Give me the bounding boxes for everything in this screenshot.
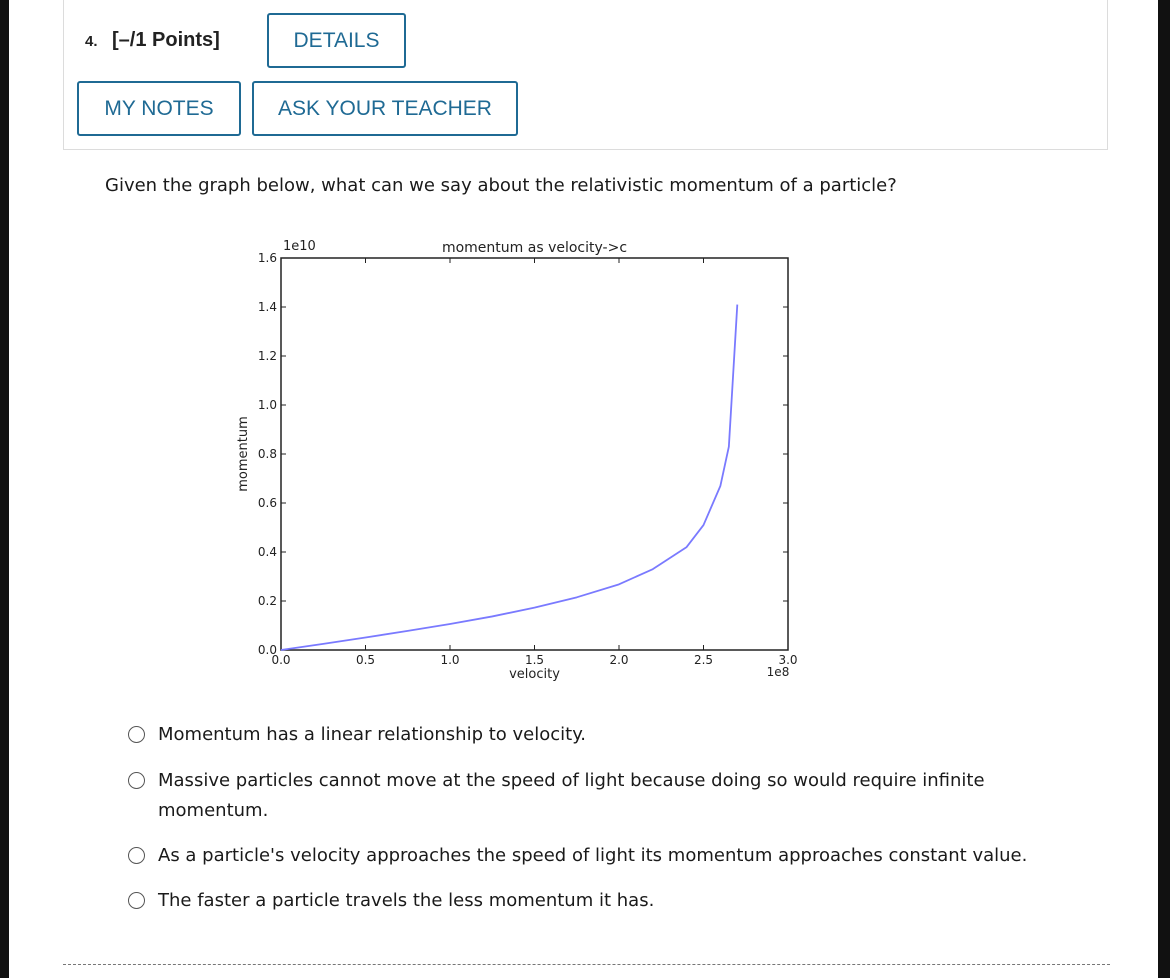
x-tick-label: 0.5 bbox=[355, 653, 376, 667]
x-offset-label: 1e8 bbox=[766, 665, 790, 679]
x-axis-label: velocity bbox=[509, 667, 560, 682]
section-divider bbox=[63, 964, 1110, 965]
my-notes-button[interactable]: MY NOTES bbox=[77, 81, 241, 136]
choice-text: As a particle's velocity approaches the speed of light its momentum approaches constant value. bbox=[158, 845, 1028, 866]
choice-item[interactable] bbox=[128, 720, 1088, 750]
momentum-chart bbox=[225, 230, 815, 690]
choice-item[interactable] bbox=[128, 886, 1088, 916]
y-offset-label: 1e10 bbox=[283, 239, 316, 254]
question-prompt: Given the graph below, what can we say about the relativistic momentum of a particle? bbox=[105, 175, 897, 196]
y-tick-label: 0.4 bbox=[257, 545, 277, 559]
choice-item[interactable] bbox=[128, 766, 1088, 828]
window-edge-right bbox=[1158, 0, 1170, 978]
x-tick-label: 0.0 bbox=[271, 653, 291, 667]
series-line bbox=[281, 305, 737, 650]
y-tick-label: 0.0 bbox=[257, 643, 277, 657]
y-tick-label: 1.4 bbox=[257, 300, 277, 314]
radio-button[interactable] bbox=[128, 726, 145, 743]
x-tick-label: 3.0 bbox=[778, 653, 798, 667]
y-tick-label: 0.2 bbox=[257, 594, 277, 608]
choice-text: Massive particles cannot move at the speed of light because doing so would require infinite momentum. bbox=[158, 770, 985, 821]
y-tick-label: 0.6 bbox=[257, 496, 277, 510]
choice-text: The faster a particle travels the less momentum it has. bbox=[158, 890, 655, 911]
y-tick-label: 1.6 bbox=[257, 251, 277, 265]
x-tick-label: 2.5 bbox=[693, 653, 714, 667]
radio-button[interactable] bbox=[128, 892, 145, 909]
x-tick-label: 1.5 bbox=[524, 653, 545, 667]
y-tick-label: 1.2 bbox=[257, 349, 277, 363]
question-number: 4. bbox=[85, 33, 98, 50]
choice-item[interactable] bbox=[128, 841, 1088, 871]
ask-your-teacher-button[interactable]: ASK YOUR TEACHER bbox=[252, 81, 518, 136]
chart-title: momentum as velocity->c bbox=[441, 240, 628, 256]
x-tick-label: 1.0 bbox=[440, 653, 460, 667]
window-edge-left bbox=[0, 0, 9, 978]
radio-button[interactable] bbox=[128, 847, 145, 864]
plot-frame bbox=[281, 258, 788, 650]
y-tick-label: 0.8 bbox=[257, 447, 277, 461]
details-button[interactable]: DETAILS bbox=[267, 13, 406, 68]
y-tick-label: 1.0 bbox=[257, 398, 277, 412]
y-axis-label: momentum bbox=[236, 416, 251, 492]
chart-svg bbox=[225, 230, 815, 690]
choice-text: Momentum has a linear relationship to velocity. bbox=[158, 724, 587, 745]
radio-button[interactable] bbox=[128, 772, 145, 789]
x-tick-label: 2.0 bbox=[609, 653, 629, 667]
question-points: [–/1 Points] bbox=[112, 29, 220, 51]
